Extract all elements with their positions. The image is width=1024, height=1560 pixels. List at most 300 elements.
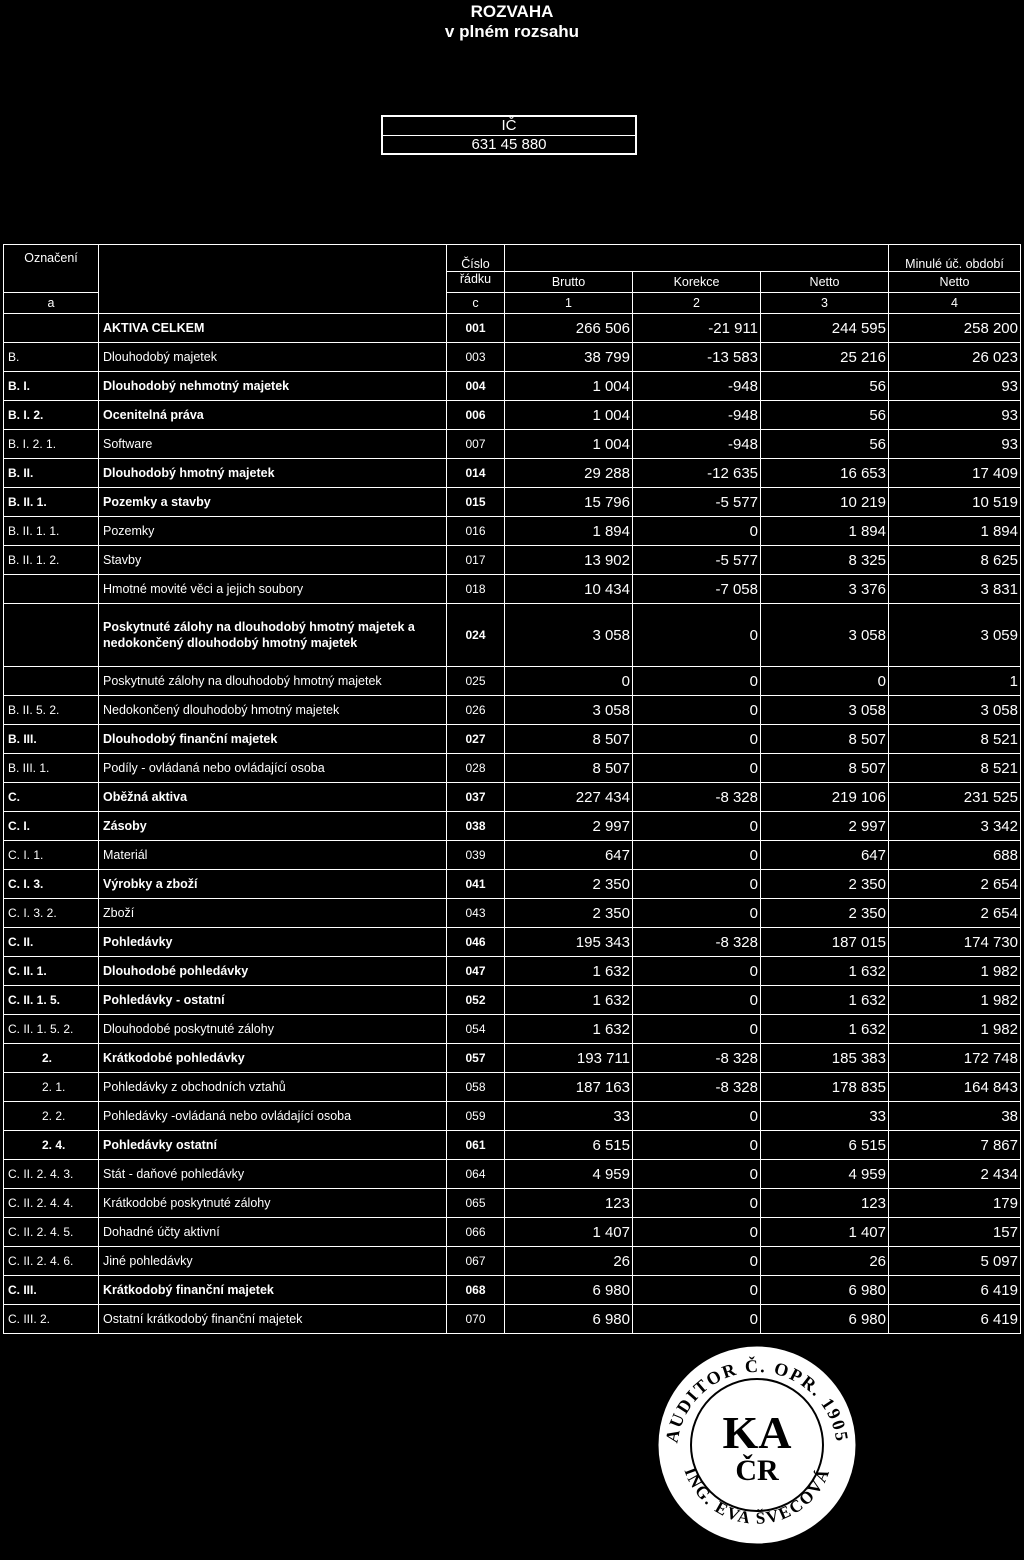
header-korekce: Korekce: [633, 272, 761, 293]
table-row: [4, 517, 1021, 546]
header-code-a: a: [4, 293, 99, 314]
row-number: 026: [447, 696, 505, 725]
table-row: [4, 667, 1021, 696]
stamp-logo: KA: [722, 1407, 792, 1458]
row-name: Ocenitelná práva: [99, 401, 447, 430]
header-name-cell: [99, 245, 447, 314]
header-code-1: 1: [505, 293, 633, 314]
row-netto: 123: [761, 1189, 889, 1218]
row-code: 2. 4.: [4, 1131, 99, 1160]
row-korekce: 0: [633, 1160, 761, 1189]
row-korekce: -8 328: [633, 928, 761, 957]
table-row: [4, 696, 1021, 725]
row-code: C. I. 1.: [4, 841, 99, 870]
row-brutto: 2 350: [505, 870, 633, 899]
row-code: B. II. 5. 2.: [4, 696, 99, 725]
row-name: Výrobky a zboží: [99, 870, 447, 899]
row-netto: 178 835: [761, 1073, 889, 1102]
row-name: Pohledávky - ostatní: [99, 986, 447, 1015]
row-code: B. III.: [4, 725, 99, 754]
row-name: Krátkodobé pohledávky: [99, 1044, 447, 1073]
row-number: 014: [447, 459, 505, 488]
row-code: B. II.: [4, 459, 99, 488]
stamp-country: ČR: [735, 1454, 779, 1487]
row-korekce: -12 635: [633, 459, 761, 488]
row-brutto: 6 980: [505, 1305, 633, 1334]
row-netto: 4 959: [761, 1160, 889, 1189]
row-netto: 185 383: [761, 1044, 889, 1073]
row-minule: 93: [889, 401, 1021, 430]
row-number: 001: [447, 314, 505, 343]
row-number: 038: [447, 812, 505, 841]
row-name: Dlouhodobý hmotný majetek: [99, 459, 447, 488]
header-minule: Minulé úč. období: [889, 245, 1021, 272]
row-name: Stát - daňové pohledávky: [99, 1160, 447, 1189]
row-brutto: 13 902: [505, 546, 633, 575]
row-brutto: 1 004: [505, 401, 633, 430]
row-brutto: 1 632: [505, 986, 633, 1015]
row-korekce: 0: [633, 517, 761, 546]
table-row: [4, 1044, 1021, 1073]
row-korekce: 0: [633, 841, 761, 870]
row-korekce: 0: [633, 1305, 761, 1334]
table-row: [4, 957, 1021, 986]
stamp-ring-bottom: ING. EVA ŠVECOVÁ: [680, 1464, 834, 1528]
row-name: Materiál: [99, 841, 447, 870]
table-row: [4, 986, 1021, 1015]
row-minule: 1 982: [889, 957, 1021, 986]
row-number: 004: [447, 372, 505, 401]
row-name: Dlouhodobý nehmotný majetek: [99, 372, 447, 401]
table-body: [4, 314, 1021, 1334]
table-row: [4, 546, 1021, 575]
row-brutto: 4 959: [505, 1160, 633, 1189]
row-korekce: -8 328: [633, 783, 761, 812]
row-number: 017: [447, 546, 505, 575]
table-row: [4, 1015, 1021, 1044]
row-number: 067: [447, 1247, 505, 1276]
row-korekce: -5 577: [633, 546, 761, 575]
row-netto: 219 106: [761, 783, 889, 812]
table-row: [4, 372, 1021, 401]
row-number: 006: [447, 401, 505, 430]
row-name: Dlouhodobé poskytnuté zálohy: [99, 1015, 447, 1044]
table-row: [4, 314, 1021, 343]
row-number: 027: [447, 725, 505, 754]
row-brutto: 38 799: [505, 343, 633, 372]
row-minule: 3 831: [889, 575, 1021, 604]
row-number: 065: [447, 1189, 505, 1218]
table-row: [4, 1102, 1021, 1131]
row-minule: 26 023: [889, 343, 1021, 372]
row-minule: 7 867: [889, 1131, 1021, 1160]
row-minule: 688: [889, 841, 1021, 870]
row-brutto: 123: [505, 1189, 633, 1218]
table-row: [4, 604, 1021, 667]
row-minule: 1: [889, 667, 1021, 696]
header-radku: řádku: [447, 272, 505, 293]
row-netto: 56: [761, 372, 889, 401]
row-name: Krátkodobý finanční majetek: [99, 1276, 447, 1305]
row-korekce: -8 328: [633, 1073, 761, 1102]
row-netto: 244 595: [761, 314, 889, 343]
row-minule: 8 625: [889, 546, 1021, 575]
row-brutto: 8 507: [505, 754, 633, 783]
stamp-ring-top: AUDITOR Č. OPR. 1905: [661, 1355, 853, 1445]
row-brutto: 187 163: [505, 1073, 633, 1102]
row-minule: 6 419: [889, 1305, 1021, 1334]
auditor-stamp-icon: [652, 1340, 862, 1550]
row-minule: 6 419: [889, 1276, 1021, 1305]
table-header: [4, 245, 1021, 314]
row-code: 2. 2.: [4, 1102, 99, 1131]
row-netto: 26: [761, 1247, 889, 1276]
row-netto: 8 325: [761, 546, 889, 575]
row-korekce: 0: [633, 870, 761, 899]
row-minule: 172 748: [889, 1044, 1021, 1073]
header-cislo: Číslo: [447, 245, 505, 272]
row-korekce: 0: [633, 696, 761, 725]
row-brutto: 15 796: [505, 488, 633, 517]
row-code: C. II. 1. 5. 2.: [4, 1015, 99, 1044]
page-subtitle: v plném rozsahu: [444, 22, 580, 41]
row-netto: 1 894: [761, 517, 889, 546]
row-minule: 8 521: [889, 754, 1021, 783]
row-code: [4, 314, 99, 343]
table-row: [4, 1131, 1021, 1160]
row-number: 059: [447, 1102, 505, 1131]
row-code: C. II. 2. 4. 5.: [4, 1218, 99, 1247]
row-minule: 231 525: [889, 783, 1021, 812]
row-name: Poskytnuté zálohy na dlouhodobý hmotný majetek: [99, 667, 447, 696]
balance-sheet-table: [3, 244, 1021, 1334]
row-netto: 6 980: [761, 1276, 889, 1305]
row-number: 052: [447, 986, 505, 1015]
row-netto: 1 632: [761, 1015, 889, 1044]
row-code: 2.: [4, 1044, 99, 1073]
row-minule: 1 894: [889, 517, 1021, 546]
header-minule-netto: Netto: [889, 272, 1021, 293]
row-minule: 164 843: [889, 1073, 1021, 1102]
row-code: C. I. 3.: [4, 870, 99, 899]
header-netto: Netto: [761, 272, 889, 293]
row-name: Dlouhodobý finanční majetek: [99, 725, 447, 754]
row-minule: 38: [889, 1102, 1021, 1131]
row-brutto: 1 632: [505, 957, 633, 986]
row-name: Poskytnuté zálohy na dlouhodobý hmotný majetek a nedokončený dlouhodobý hmotný majetek: [99, 604, 447, 667]
row-minule: 258 200: [889, 314, 1021, 343]
row-netto: 8 507: [761, 754, 889, 783]
row-number: 041: [447, 870, 505, 899]
row-brutto: 3 058: [505, 604, 633, 667]
row-netto: 6 515: [761, 1131, 889, 1160]
header-current-period: [505, 245, 889, 272]
row-code: C.: [4, 783, 99, 812]
row-name: Zásoby: [99, 812, 447, 841]
row-brutto: 195 343: [505, 928, 633, 957]
row-netto: 3 058: [761, 696, 889, 725]
row-minule: 157: [889, 1218, 1021, 1247]
row-netto: 16 653: [761, 459, 889, 488]
row-number: 018: [447, 575, 505, 604]
row-brutto: 6 980: [505, 1276, 633, 1305]
row-code: 2. 1.: [4, 1073, 99, 1102]
row-brutto: 1 632: [505, 1015, 633, 1044]
row-brutto: 8 507: [505, 725, 633, 754]
row-name: Pohledávky z obchodních vztahů: [99, 1073, 447, 1102]
row-number: 058: [447, 1073, 505, 1102]
row-brutto: 33: [505, 1102, 633, 1131]
row-name: Pohledávky -ovládaná nebo ovládající osoba: [99, 1102, 447, 1131]
row-korekce: 0: [633, 667, 761, 696]
row-code: C. II. 1. 5.: [4, 986, 99, 1015]
row-code: B. I. 2. 1.: [4, 430, 99, 459]
row-netto: 1 632: [761, 986, 889, 1015]
table-row: [4, 430, 1021, 459]
row-brutto: 227 434: [505, 783, 633, 812]
row-brutto: 647: [505, 841, 633, 870]
table-row: [4, 1073, 1021, 1102]
table-row: [4, 1305, 1021, 1334]
table-row: [4, 783, 1021, 812]
page-title: ROZVAHA: [470, 2, 554, 21]
ic-label: IČ: [383, 117, 635, 136]
row-name: Oběžná aktiva: [99, 783, 447, 812]
table-row: [4, 1276, 1021, 1305]
row-name: Jiné pohledávky: [99, 1247, 447, 1276]
row-minule: 2 654: [889, 870, 1021, 899]
header-code-3: 3: [761, 293, 889, 314]
row-korekce: -948: [633, 401, 761, 430]
row-number: 003: [447, 343, 505, 372]
row-number: 070: [447, 1305, 505, 1334]
row-number: 039: [447, 841, 505, 870]
row-korekce: -7 058: [633, 575, 761, 604]
row-netto: 1 407: [761, 1218, 889, 1247]
row-netto: 2 350: [761, 899, 889, 928]
row-number: 007: [447, 430, 505, 459]
table-row: [4, 488, 1021, 517]
row-code: C. II. 2. 4. 3.: [4, 1160, 99, 1189]
row-netto: 10 219: [761, 488, 889, 517]
row-code: C. II. 2. 4. 4.: [4, 1189, 99, 1218]
row-code: C. II. 1.: [4, 957, 99, 986]
header-code-c: c: [447, 293, 505, 314]
row-minule: 5 097: [889, 1247, 1021, 1276]
table-row: [4, 401, 1021, 430]
row-code: B. II. 1. 1.: [4, 517, 99, 546]
row-netto: 3 058: [761, 604, 889, 667]
row-korekce: -21 911: [633, 314, 761, 343]
row-korekce: -5 577: [633, 488, 761, 517]
row-number: 024: [447, 604, 505, 667]
row-name: Software: [99, 430, 447, 459]
row-brutto: 1 894: [505, 517, 633, 546]
row-code: C. III.: [4, 1276, 99, 1305]
row-code: [4, 575, 99, 604]
row-brutto: 2 997: [505, 812, 633, 841]
table-row: [4, 1189, 1021, 1218]
row-number: 057: [447, 1044, 505, 1073]
row-name: Krátkodobé poskytnuté zálohy: [99, 1189, 447, 1218]
row-korekce: 0: [633, 812, 761, 841]
row-number: 061: [447, 1131, 505, 1160]
row-minule: 2 654: [889, 899, 1021, 928]
row-number: 046: [447, 928, 505, 957]
row-code: B. III. 1.: [4, 754, 99, 783]
table-row: [4, 754, 1021, 783]
row-brutto: 29 288: [505, 459, 633, 488]
row-brutto: 26: [505, 1247, 633, 1276]
row-minule: 17 409: [889, 459, 1021, 488]
row-code: B.: [4, 343, 99, 372]
row-minule: 179: [889, 1189, 1021, 1218]
row-korekce: 0: [633, 754, 761, 783]
row-minule: 2 434: [889, 1160, 1021, 1189]
row-name: Dlouhodobé pohledávky: [99, 957, 447, 986]
header-oznaceni: Označení: [4, 245, 99, 293]
row-name: Pohledávky ostatní: [99, 1131, 447, 1160]
table-row: [4, 343, 1021, 372]
row-name: Zboží: [99, 899, 447, 928]
row-name: Pozemky: [99, 517, 447, 546]
row-brutto: 1 407: [505, 1218, 633, 1247]
row-number: 028: [447, 754, 505, 783]
row-korekce: 0: [633, 899, 761, 928]
row-number: 066: [447, 1218, 505, 1247]
row-name: Podíly - ovládaná nebo ovládající osoba: [99, 754, 447, 783]
row-netto: 56: [761, 401, 889, 430]
row-netto: 647: [761, 841, 889, 870]
row-netto: 8 507: [761, 725, 889, 754]
row-korekce: -948: [633, 430, 761, 459]
row-netto: 25 216: [761, 343, 889, 372]
row-minule: 3 342: [889, 812, 1021, 841]
row-code: B. II. 1.: [4, 488, 99, 517]
row-number: 037: [447, 783, 505, 812]
table-row: [4, 1218, 1021, 1247]
row-netto: 33: [761, 1102, 889, 1131]
row-code: C. I. 3. 2.: [4, 899, 99, 928]
row-number: 054: [447, 1015, 505, 1044]
header-code-4: 4: [889, 293, 1021, 314]
row-korekce: -13 583: [633, 343, 761, 372]
row-brutto: 2 350: [505, 899, 633, 928]
row-korekce: -948: [633, 372, 761, 401]
row-netto: 1 632: [761, 957, 889, 986]
row-code: [4, 604, 99, 667]
row-brutto: 10 434: [505, 575, 633, 604]
row-code: C. III. 2.: [4, 1305, 99, 1334]
row-netto: 3 376: [761, 575, 889, 604]
row-number: 025: [447, 667, 505, 696]
row-code: C. II.: [4, 928, 99, 957]
row-brutto: 193 711: [505, 1044, 633, 1073]
row-brutto: 1 004: [505, 430, 633, 459]
row-name: Hmotné movité věci a jejich soubory: [99, 575, 447, 604]
row-minule: 3 058: [889, 696, 1021, 725]
row-korekce: 0: [633, 986, 761, 1015]
row-name: Nedokončený dlouhodobý hmotný majetek: [99, 696, 447, 725]
table-row: [4, 1160, 1021, 1189]
ic-value: 631 45 880: [471, 136, 547, 153]
row-minule: 3 059: [889, 604, 1021, 667]
row-minule: 1 982: [889, 1015, 1021, 1044]
row-netto: 187 015: [761, 928, 889, 957]
table-row: [4, 459, 1021, 488]
row-minule: 1 982: [889, 986, 1021, 1015]
row-minule: 8 521: [889, 725, 1021, 754]
row-netto: 2 350: [761, 870, 889, 899]
row-name: AKTIVA CELKEM: [99, 314, 447, 343]
row-number: 068: [447, 1276, 505, 1305]
row-korekce: 0: [633, 1218, 761, 1247]
row-korekce: 0: [633, 1189, 761, 1218]
row-minule: 93: [889, 430, 1021, 459]
row-minule: 174 730: [889, 928, 1021, 957]
row-number: 015: [447, 488, 505, 517]
table-row: [4, 812, 1021, 841]
row-number: 047: [447, 957, 505, 986]
row-code: C. II. 2. 4. 6.: [4, 1247, 99, 1276]
row-korekce: 0: [633, 1015, 761, 1044]
table-row: [4, 1247, 1021, 1276]
row-korekce: -8 328: [633, 1044, 761, 1073]
table-row: [4, 928, 1021, 957]
row-brutto: 1 004: [505, 372, 633, 401]
row-name: Dlouhodobý majetek: [99, 343, 447, 372]
row-netto: 56: [761, 430, 889, 459]
row-minule: 10 519: [889, 488, 1021, 517]
row-netto: 0: [761, 667, 889, 696]
row-name: Pozemky a stavby: [99, 488, 447, 517]
row-korekce: 0: [633, 1131, 761, 1160]
header-code-2: 2: [633, 293, 761, 314]
row-name: Ostatní krátkodobý finanční majetek: [99, 1305, 447, 1334]
row-name: Dohadné účty aktivní: [99, 1218, 447, 1247]
header-brutto: Brutto: [505, 272, 633, 293]
row-korekce: 0: [633, 1276, 761, 1305]
row-brutto: 0: [505, 667, 633, 696]
row-minule: 93: [889, 372, 1021, 401]
row-korekce: 0: [633, 1247, 761, 1276]
row-netto: 2 997: [761, 812, 889, 841]
row-korekce: 0: [633, 1102, 761, 1131]
table-row: [4, 575, 1021, 604]
row-name: Pohledávky: [99, 928, 447, 957]
row-brutto: 6 515: [505, 1131, 633, 1160]
row-code: B. I. 2.: [4, 401, 99, 430]
row-brutto: 266 506: [505, 314, 633, 343]
table-row: [4, 725, 1021, 754]
table-row: [4, 870, 1021, 899]
ic-box: [381, 115, 637, 155]
table-row: [4, 841, 1021, 870]
row-netto: 6 980: [761, 1305, 889, 1334]
row-number: 016: [447, 517, 505, 546]
row-code: C. I.: [4, 812, 99, 841]
row-number: 043: [447, 899, 505, 928]
row-number: 064: [447, 1160, 505, 1189]
row-name: Stavby: [99, 546, 447, 575]
row-korekce: 0: [633, 725, 761, 754]
row-korekce: 0: [633, 957, 761, 986]
row-code: B. I.: [4, 372, 99, 401]
row-code: [4, 667, 99, 696]
table-row: [4, 899, 1021, 928]
row-code: B. II. 1. 2.: [4, 546, 99, 575]
row-korekce: 0: [633, 604, 761, 667]
